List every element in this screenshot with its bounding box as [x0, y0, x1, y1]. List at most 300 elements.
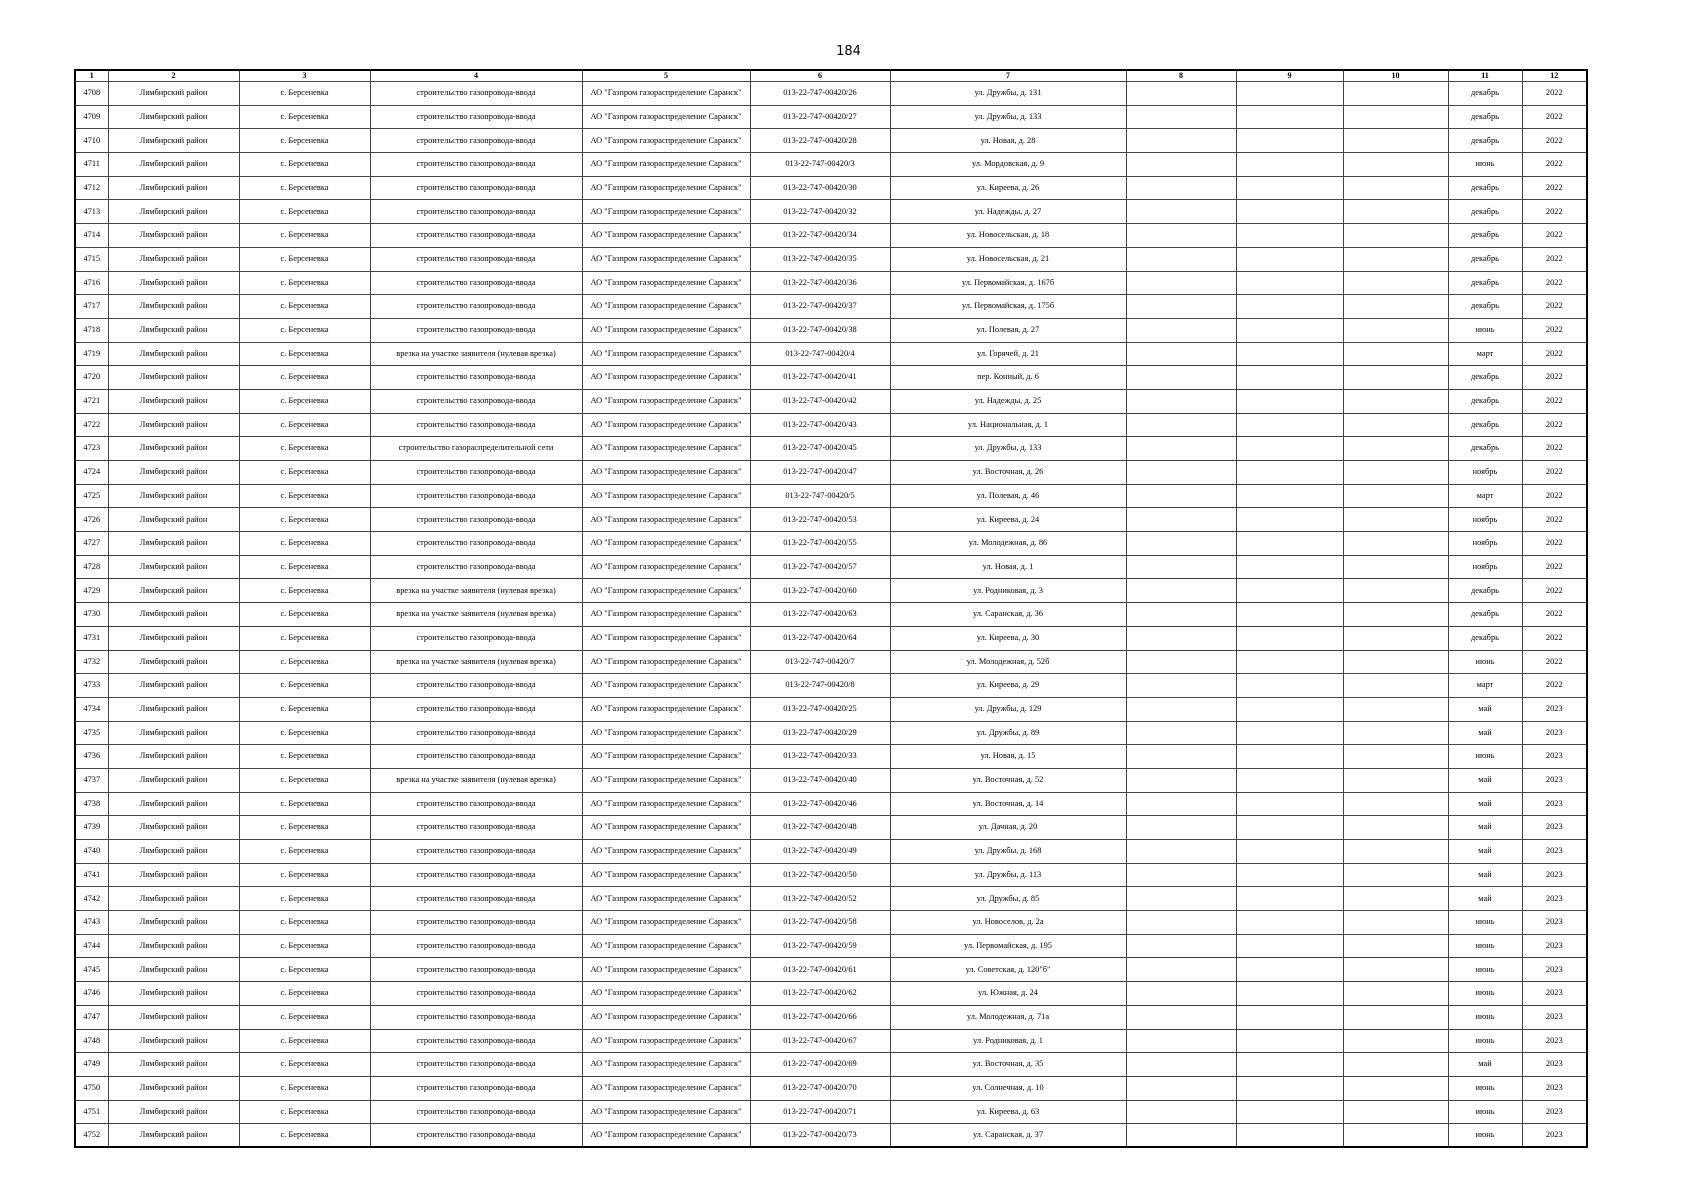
column-9-cell — [1236, 863, 1343, 887]
column-8-cell — [1126, 650, 1236, 674]
work-type-cell: строительство газопровода-ввода — [370, 626, 582, 650]
organization-cell: АО "Газпром газораспределение Саранск" — [582, 484, 750, 508]
work-type-cell: строительство газопровода-ввода — [370, 413, 582, 437]
table-row — [75, 532, 1587, 556]
row-number-cell: 4712 — [75, 176, 108, 200]
year-cell: 2022 — [1522, 295, 1587, 319]
document-number-cell: 013-22-747-00420/35 — [750, 247, 890, 271]
row-number-cell: 4745 — [75, 958, 108, 982]
address-cell: ул. Саранская, д. 36 — [890, 603, 1126, 627]
settlement-cell: с. Берсеневка — [239, 224, 370, 248]
organization-cell: АО "Газпром газораспределение Саранск" — [582, 555, 750, 579]
work-type-cell: строительство газопровода-ввода — [370, 224, 582, 248]
organization-cell: АО "Газпром газораспределение Саранск" — [582, 650, 750, 674]
district-cell: Лямбирский район — [108, 674, 239, 698]
column-9-cell — [1236, 982, 1343, 1006]
organization-cell: АО "Газпром газораспределение Саранск" — [582, 579, 750, 603]
year-cell: 2023 — [1522, 1100, 1587, 1124]
table-row — [75, 911, 1587, 935]
column-10-cell — [1343, 413, 1448, 437]
year-cell: 2022 — [1522, 650, 1587, 674]
month-cell: декабрь — [1448, 626, 1522, 650]
month-cell: декабрь — [1448, 129, 1522, 153]
year-cell: 2023 — [1522, 863, 1587, 887]
address-cell: ул. Дружбы, д. 89 — [890, 721, 1126, 745]
work-type-cell: врезка на участке заявителя (нулевая врезка) — [370, 579, 582, 603]
row-number-cell: 4747 — [75, 1005, 108, 1029]
organization-cell: АО "Газпром газораспределение Саранск" — [582, 1029, 750, 1053]
work-type-cell: строительство газопровода-ввода — [370, 200, 582, 224]
column-10-cell — [1343, 816, 1448, 840]
column-9-cell — [1236, 745, 1343, 769]
column-8-cell — [1126, 982, 1236, 1006]
work-type-cell: строительство газопровода-ввода — [370, 555, 582, 579]
column-10-cell — [1343, 1029, 1448, 1053]
settlement-cell: с. Берсеневка — [239, 1076, 370, 1100]
column-header: 12 — [1522, 70, 1587, 82]
district-cell: Лямбирский район — [108, 271, 239, 295]
column-10-cell — [1343, 934, 1448, 958]
district-cell: Лямбирский район — [108, 461, 239, 485]
column-9-cell — [1236, 1029, 1343, 1053]
column-9-cell — [1236, 413, 1343, 437]
row-number-cell: 4720 — [75, 366, 108, 390]
column-8-cell — [1126, 153, 1236, 177]
work-type-cell: строительство газопровода-ввода — [370, 1100, 582, 1124]
column-9-cell — [1236, 1124, 1343, 1148]
row-number-cell: 4733 — [75, 674, 108, 698]
work-type-cell: строительство газопровода-ввода — [370, 934, 582, 958]
year-cell: 2022 — [1522, 603, 1587, 627]
work-type-cell: врезка на участке заявителя (нулевая врезка) — [370, 768, 582, 792]
column-8-cell — [1126, 1029, 1236, 1053]
year-cell: 2022 — [1522, 176, 1587, 200]
row-number-cell: 4723 — [75, 437, 108, 461]
column-10-cell — [1343, 650, 1448, 674]
document-number-cell: 013-22-747-00420/34 — [750, 224, 890, 248]
table-row — [75, 958, 1587, 982]
row-number-cell: 4713 — [75, 200, 108, 224]
settlement-cell: с. Берсеневка — [239, 461, 370, 485]
column-8-cell — [1126, 863, 1236, 887]
address-cell: ул. Киреева, д. 24 — [890, 508, 1126, 532]
address-cell: ул. Киреева, д. 29 — [890, 674, 1126, 698]
work-type-cell: строительство газопровода-ввода — [370, 982, 582, 1006]
settlement-cell: с. Берсеневка — [239, 555, 370, 579]
year-cell: 2022 — [1522, 413, 1587, 437]
organization-cell: АО "Газпром газораспределение Саранск" — [582, 934, 750, 958]
month-cell: март — [1448, 674, 1522, 698]
row-number-cell: 4719 — [75, 342, 108, 366]
address-cell: ул. Южная, д. 24 — [890, 982, 1126, 1006]
column-9-cell — [1236, 887, 1343, 911]
organization-cell: АО "Газпром газораспределение Саранск" — [582, 816, 750, 840]
month-cell: май — [1448, 792, 1522, 816]
table-row — [75, 745, 1587, 769]
settlement-cell: с. Берсеневка — [239, 792, 370, 816]
year-cell: 2023 — [1522, 982, 1587, 1006]
organization-cell: АО "Газпром газораспределение Саранск" — [582, 745, 750, 769]
column-8-cell — [1126, 626, 1236, 650]
district-cell: Лямбирский район — [108, 603, 239, 627]
table-row — [75, 626, 1587, 650]
column-8-cell — [1126, 176, 1236, 200]
row-number-cell: 4737 — [75, 768, 108, 792]
column-10-cell — [1343, 982, 1448, 1006]
column-8-cell — [1126, 1100, 1236, 1124]
row-number-cell: 4736 — [75, 745, 108, 769]
organization-cell: АО "Газпром газораспределение Саранск" — [582, 1053, 750, 1077]
table-row — [75, 200, 1587, 224]
document-number-cell: 013-22-747-00420/49 — [750, 840, 890, 864]
year-cell: 2022 — [1522, 247, 1587, 271]
column-8-cell — [1126, 105, 1236, 129]
table-row — [75, 176, 1587, 200]
column-8-cell — [1126, 555, 1236, 579]
row-number-cell: 4709 — [75, 105, 108, 129]
month-cell: декабрь — [1448, 579, 1522, 603]
document-number-cell: 013-22-747-00420/64 — [750, 626, 890, 650]
row-number-cell: 4711 — [75, 153, 108, 177]
district-cell: Лямбирский район — [108, 82, 239, 106]
table-row — [75, 1076, 1587, 1100]
table-row — [75, 224, 1587, 248]
year-cell: 2022 — [1522, 508, 1587, 532]
column-9-cell — [1236, 153, 1343, 177]
year-cell: 2022 — [1522, 437, 1587, 461]
table-row — [75, 508, 1587, 532]
month-cell: декабрь — [1448, 413, 1522, 437]
table-row — [75, 247, 1587, 271]
settlement-cell: с. Берсеневка — [239, 1029, 370, 1053]
table-row — [75, 982, 1587, 1006]
year-cell: 2022 — [1522, 318, 1587, 342]
year-cell: 2022 — [1522, 224, 1587, 248]
work-type-cell: строительство газопровода-ввода — [370, 911, 582, 935]
document-number-cell: 013-22-747-00420/30 — [750, 176, 890, 200]
year-cell: 2023 — [1522, 934, 1587, 958]
row-number-cell: 4743 — [75, 911, 108, 935]
month-cell: июнь — [1448, 982, 1522, 1006]
year-cell: 2023 — [1522, 745, 1587, 769]
column-9-cell — [1236, 1076, 1343, 1100]
table-row — [75, 840, 1587, 864]
settlement-cell: с. Берсеневка — [239, 271, 370, 295]
column-header: 7 — [890, 70, 1126, 82]
row-number-cell: 4717 — [75, 295, 108, 319]
column-9-cell — [1236, 508, 1343, 532]
month-cell: май — [1448, 697, 1522, 721]
district-cell: Лямбирский район — [108, 295, 239, 319]
year-cell: 2023 — [1522, 792, 1587, 816]
row-number-cell: 4749 — [75, 1053, 108, 1077]
document-number-cell: 013-22-747-00420/3 — [750, 153, 890, 177]
settlement-cell: с. Берсеневка — [239, 650, 370, 674]
table-row — [75, 934, 1587, 958]
settlement-cell: с. Берсеневка — [239, 958, 370, 982]
month-cell: декабрь — [1448, 224, 1522, 248]
settlement-cell: с. Берсеневка — [239, 247, 370, 271]
district-cell: Лямбирский район — [108, 1076, 239, 1100]
table-row — [75, 1124, 1587, 1148]
year-cell: 2023 — [1522, 1005, 1587, 1029]
row-number-cell: 4738 — [75, 792, 108, 816]
column-9-cell — [1236, 247, 1343, 271]
settlement-cell: с. Берсеневка — [239, 1100, 370, 1124]
district-cell: Лямбирский район — [108, 1100, 239, 1124]
settlement-cell: с. Берсеневка — [239, 318, 370, 342]
year-cell: 2022 — [1522, 579, 1587, 603]
month-cell: декабрь — [1448, 200, 1522, 224]
month-cell: июнь — [1448, 1029, 1522, 1053]
table-row — [75, 697, 1587, 721]
document-number-cell: 013-22-747-00420/25 — [750, 697, 890, 721]
column-header: 10 — [1343, 70, 1448, 82]
row-number-cell: 4732 — [75, 650, 108, 674]
year-cell: 2023 — [1522, 816, 1587, 840]
organization-cell: АО "Газпром газораспределение Саранск" — [582, 247, 750, 271]
column-9-cell — [1236, 626, 1343, 650]
address-cell: ул. Киреева, д. 63 — [890, 1100, 1126, 1124]
organization-cell: АО "Газпром газораспределение Саранск" — [582, 626, 750, 650]
column-9-cell — [1236, 603, 1343, 627]
address-cell: ул. Первомайская, д. 167б — [890, 271, 1126, 295]
month-cell: март — [1448, 484, 1522, 508]
address-cell: ул. Солнечная, д. 10 — [890, 1076, 1126, 1100]
district-cell: Лямбирский район — [108, 200, 239, 224]
row-number-cell: 4750 — [75, 1076, 108, 1100]
column-10-cell — [1343, 437, 1448, 461]
month-cell: май — [1448, 840, 1522, 864]
settlement-cell: с. Берсеневка — [239, 887, 370, 911]
address-cell: ул. Молодежная, д. 71а — [890, 1005, 1126, 1029]
column-10-cell — [1343, 1005, 1448, 1029]
settlement-cell: с. Берсеневка — [239, 626, 370, 650]
column-10-cell — [1343, 153, 1448, 177]
document-number-cell: 013-22-747-00420/52 — [750, 887, 890, 911]
year-cell: 2022 — [1522, 674, 1587, 698]
district-cell: Лямбирский район — [108, 911, 239, 935]
column-8-cell — [1126, 437, 1236, 461]
column-8-cell — [1126, 532, 1236, 556]
address-cell: ул. Родниковая, д. 3 — [890, 579, 1126, 603]
month-cell: май — [1448, 1053, 1522, 1077]
year-cell: 2023 — [1522, 911, 1587, 935]
column-10-cell — [1343, 1053, 1448, 1077]
organization-cell: АО "Газпром газораспределение Саранск" — [582, 1076, 750, 1100]
address-cell: ул. Восточная, д. 14 — [890, 792, 1126, 816]
year-cell: 2022 — [1522, 389, 1587, 413]
month-cell: июнь — [1448, 934, 1522, 958]
year-cell: 2022 — [1522, 200, 1587, 224]
district-cell: Лямбирский район — [108, 247, 239, 271]
month-cell: декабрь — [1448, 295, 1522, 319]
year-cell: 2023 — [1522, 721, 1587, 745]
month-cell: июнь — [1448, 1005, 1522, 1029]
column-9-cell — [1236, 224, 1343, 248]
district-cell: Лямбирский район — [108, 342, 239, 366]
row-number-cell: 4729 — [75, 579, 108, 603]
work-type-cell: строительство газопровода-ввода — [370, 508, 582, 532]
row-number-cell: 4710 — [75, 129, 108, 153]
column-10-cell — [1343, 887, 1448, 911]
year-cell: 2023 — [1522, 1029, 1587, 1053]
column-10-cell — [1343, 342, 1448, 366]
row-number-cell: 4730 — [75, 603, 108, 627]
month-cell: декабрь — [1448, 389, 1522, 413]
document-number-cell: 013-22-747-00420/48 — [750, 816, 890, 840]
row-number-cell: 4727 — [75, 532, 108, 556]
organization-cell: АО "Газпром газораспределение Саранск" — [582, 153, 750, 177]
column-8-cell — [1126, 1076, 1236, 1100]
year-cell: 2022 — [1522, 366, 1587, 390]
work-type-cell: строительство газопровода-ввода — [370, 1124, 582, 1148]
row-number-cell: 4726 — [75, 508, 108, 532]
column-9-cell — [1236, 82, 1343, 106]
month-cell: декабрь — [1448, 366, 1522, 390]
column-10-cell — [1343, 792, 1448, 816]
organization-cell: АО "Газпром газораспределение Саранск" — [582, 603, 750, 627]
address-cell: ул. Восточная, д. 52 — [890, 768, 1126, 792]
organization-cell: АО "Газпром газораспределение Саранск" — [582, 1124, 750, 1148]
column-10-cell — [1343, 129, 1448, 153]
column-9-cell — [1236, 484, 1343, 508]
district-cell: Лямбирский район — [108, 958, 239, 982]
document-number-cell: 013-22-747-00420/53 — [750, 508, 890, 532]
settlement-cell: с. Берсеневка — [239, 911, 370, 935]
row-number-cell: 4752 — [75, 1124, 108, 1148]
work-type-cell: врезка на участке заявителя (нулевая врезка) — [370, 603, 582, 627]
address-cell: ул. Полевая, д. 46 — [890, 484, 1126, 508]
column-8-cell — [1126, 887, 1236, 911]
column-10-cell — [1343, 200, 1448, 224]
address-cell: ул. Советская, д. 120"б" — [890, 958, 1126, 982]
column-10-cell — [1343, 271, 1448, 295]
settlement-cell: с. Берсеневка — [239, 768, 370, 792]
work-type-cell: строительство газопровода-ввода — [370, 697, 582, 721]
district-cell: Лямбирский район — [108, 745, 239, 769]
address-cell: ул. Киреева, д. 26 — [890, 176, 1126, 200]
district-cell: Лямбирский район — [108, 555, 239, 579]
table-row — [75, 721, 1587, 745]
column-10-cell — [1343, 295, 1448, 319]
table-row — [75, 863, 1587, 887]
organization-cell: АО "Газпром газораспределение Саранск" — [582, 840, 750, 864]
row-number-cell: 4741 — [75, 863, 108, 887]
year-cell: 2022 — [1522, 342, 1587, 366]
column-8-cell — [1126, 603, 1236, 627]
table-row — [75, 768, 1587, 792]
column-8-cell — [1126, 674, 1236, 698]
organization-cell: АО "Газпром газораспределение Саранск" — [582, 674, 750, 698]
table-row — [75, 461, 1587, 485]
row-number-cell: 4742 — [75, 887, 108, 911]
column-8-cell — [1126, 792, 1236, 816]
row-number-cell: 4716 — [75, 271, 108, 295]
work-type-cell: строительство газопровода-ввода — [370, 1005, 582, 1029]
document-number-cell: 013-22-747-00420/47 — [750, 461, 890, 485]
address-cell: ул. Надежды, д. 27 — [890, 200, 1126, 224]
row-number-cell: 4714 — [75, 224, 108, 248]
address-cell: ул. Первомайская, д. 195 — [890, 934, 1126, 958]
table-row — [75, 295, 1587, 319]
address-cell: ул. Полевая, д. 27 — [890, 318, 1126, 342]
address-cell: ул. Горячей, д. 21 — [890, 342, 1126, 366]
column-10-cell — [1343, 768, 1448, 792]
year-cell: 2023 — [1522, 1053, 1587, 1077]
district-cell: Лямбирский район — [108, 982, 239, 1006]
column-9-cell — [1236, 366, 1343, 390]
settlement-cell: с. Берсеневка — [239, 82, 370, 106]
address-cell: ул. Родниковая, д. 1 — [890, 1029, 1126, 1053]
column-10-cell — [1343, 863, 1448, 887]
work-type-cell: строительство газопровода-ввода — [370, 461, 582, 485]
document-number-cell: 013-22-747-00420/58 — [750, 911, 890, 935]
organization-cell: АО "Газпром газораспределение Саранск" — [582, 342, 750, 366]
column-9-cell — [1236, 768, 1343, 792]
address-cell: ул. Дружбы, д. 133 — [890, 437, 1126, 461]
document-number-cell: 013-22-747-00420/67 — [750, 1029, 890, 1053]
column-8-cell — [1126, 958, 1236, 982]
month-cell: декабрь — [1448, 271, 1522, 295]
work-type-cell: строительство газопровода-ввода — [370, 745, 582, 769]
district-cell: Лямбирский район — [108, 224, 239, 248]
organization-cell: АО "Газпром газораспределение Саранск" — [582, 958, 750, 982]
organization-cell: АО "Газпром газораспределение Саранск" — [582, 176, 750, 200]
column-8-cell — [1126, 508, 1236, 532]
settlement-cell: с. Берсеневка — [239, 840, 370, 864]
document-number-cell: 013-22-747-00420/32 — [750, 200, 890, 224]
column-10-cell — [1343, 508, 1448, 532]
month-cell: июнь — [1448, 318, 1522, 342]
settlement-cell: с. Берсеневка — [239, 295, 370, 319]
table-row — [75, 342, 1587, 366]
settlement-cell: с. Берсеневка — [239, 342, 370, 366]
settlement-cell: с. Берсеневка — [239, 816, 370, 840]
district-cell: Лямбирский район — [108, 768, 239, 792]
organization-cell: АО "Газпром газораспределение Саранск" — [582, 532, 750, 556]
column-10-cell — [1343, 911, 1448, 935]
column-8-cell — [1126, 129, 1236, 153]
row-number-cell: 4728 — [75, 555, 108, 579]
work-type-cell: строительство газопровода-ввода — [370, 674, 582, 698]
row-number-cell: 4715 — [75, 247, 108, 271]
column-10-cell — [1343, 1124, 1448, 1148]
table-row — [75, 887, 1587, 911]
column-8-cell — [1126, 768, 1236, 792]
column-header: 2 — [108, 70, 239, 82]
month-cell: май — [1448, 768, 1522, 792]
row-number-cell: 4724 — [75, 461, 108, 485]
column-9-cell — [1236, 532, 1343, 556]
district-cell: Лямбирский район — [108, 816, 239, 840]
column-8-cell — [1126, 840, 1236, 864]
district-cell: Лямбирский район — [108, 721, 239, 745]
district-cell: Лямбирский район — [108, 863, 239, 887]
column-8-cell — [1126, 745, 1236, 769]
settlement-cell: с. Берсеневка — [239, 1005, 370, 1029]
settlement-cell: с. Берсеневка — [239, 484, 370, 508]
column-8-cell — [1126, 1005, 1236, 1029]
year-cell: 2022 — [1522, 532, 1587, 556]
column-9-cell — [1236, 342, 1343, 366]
month-cell: май — [1448, 887, 1522, 911]
column-8-cell — [1126, 579, 1236, 603]
column-9-cell — [1236, 176, 1343, 200]
work-type-cell: строительство газопровода-ввода — [370, 863, 582, 887]
column-10-cell — [1343, 603, 1448, 627]
column-10-cell — [1343, 82, 1448, 106]
